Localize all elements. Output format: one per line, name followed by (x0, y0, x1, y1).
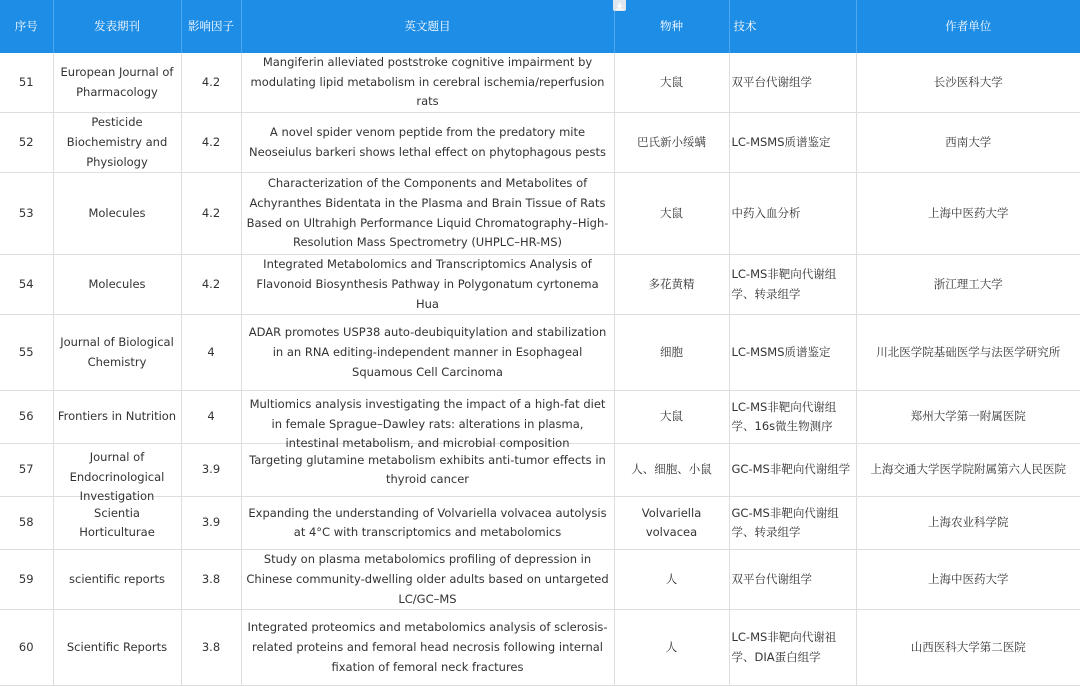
cell-index: 53 (0, 173, 53, 255)
cell-impact: 4.2 (181, 113, 241, 173)
header-title: 英文题目 (241, 0, 614, 53)
header-affiliation: 作者单位 (856, 0, 1080, 53)
cell-title: Characterization of the Components and Metabolites of Achyranthes Bidentata in the Plasma and Brain Tissue of Rats Based on Ultrahigh Performance Liquid Chromatography–High-Resolution Mass Spectrometry (UHPLC–HR-MS) (241, 173, 614, 255)
cell-species: Volvariella volvacea (614, 497, 729, 550)
table-row (0, 315, 1080, 391)
download-arrow-icon (615, 2, 624, 10)
cell-species: 人、细胞、小鼠 (614, 444, 729, 497)
cell-journal: European Journal of Pharmacology (53, 53, 181, 113)
cell-impact: 3.8 (181, 550, 241, 610)
header-impact: 影响因子 (181, 0, 241, 53)
cell-index: 57 (0, 444, 53, 497)
header-species: 物种 (614, 0, 729, 53)
table-row (0, 391, 1080, 444)
cell-species: 细胞 (614, 315, 729, 391)
cell-affiliation: 川北医学院基础医学与法医学研究所 (856, 315, 1080, 391)
header-journal: 发表期刊 (53, 0, 181, 53)
cell-title: Study on plasma metabolomics profiling of depression in Chinese community-dwelling older adults based on untargeted LC/GC–MS (241, 550, 614, 610)
cell-affiliation: 西南大学 (856, 113, 1080, 173)
table-row (0, 444, 1080, 497)
cell-affiliation: 浙江理工大学 (856, 255, 1080, 315)
cell-species: 大鼠 (614, 173, 729, 255)
cell-impact: 3.9 (181, 497, 241, 550)
cell-tech: LC-MSMS质谱鉴定 (729, 315, 856, 391)
cell-journal: Pesticide Biochemistry and Physiology (53, 113, 181, 173)
cell-journal: Molecules (53, 173, 181, 255)
cell-species: 大鼠 (614, 391, 729, 444)
cell-title: ADAR promotes USP38 auto-deubiquitylation and stabilization in an RNA editing-independent manner in Esophageal Squamous Cell Carcinoma (241, 315, 614, 391)
cell-title: Multiomics analysis investigating the impact of a high-fat diet in female Sprague–Dawley rats: alterations in plasma, intestinal metabolism, and microbial composition (249, 396, 606, 451)
table-row (0, 610, 1080, 686)
cell-title: Integrated Metabolomics and Transcriptomics Analysis of Flavonoid Biosynthesis Pathway in Polygonatum cyrtonema Hua (241, 255, 614, 315)
cell-index: 55 (0, 315, 53, 391)
cell-index: 59 (0, 550, 53, 610)
cell-title: Expanding the understanding of Volvariella volvacea autolysis at 4°C with transcriptomics and metabolomics (241, 497, 614, 550)
cell-tech: LC-MS非靶向代谢组学、转录组学 (729, 255, 856, 315)
table-row (0, 53, 1080, 113)
cell-impact: 4.2 (181, 255, 241, 315)
cell-index: 56 (0, 391, 53, 444)
cell-journal: Scientific Reports (53, 610, 181, 686)
cell-affiliation: 上海交通大学医学院附属第六人民医院 (856, 444, 1080, 497)
cell-species: 人 (614, 610, 729, 686)
table-row (0, 113, 1080, 173)
cell-affiliation: 上海中医药大学 (856, 550, 1080, 610)
cell-impact: 4 (181, 391, 241, 444)
cell-impact: 4.2 (181, 53, 241, 113)
header-tech: 技术 (729, 0, 856, 53)
scroll-handle[interactable] (613, 0, 626, 11)
cell-affiliation: 长沙医科大学 (856, 53, 1080, 113)
cell-title: Integrated proteomics and metabolomics analysis of sclerosis-related proteins and femoral head necrosis following internal fixation of femoral neck fractures (241, 610, 614, 686)
table-row (0, 550, 1080, 610)
cell-impact: 4 (181, 315, 241, 391)
cell-species: 多花黄精 (614, 255, 729, 315)
cell-journal: Scientia Horticulturae (53, 497, 181, 550)
cell-tech: LC-MS非靶向代谢祖学、DIA蛋白组学 (729, 610, 856, 686)
cell-tech: GC-MS非靶向代谢组学 (729, 444, 856, 497)
cell-index: 54 (0, 255, 53, 315)
cell-tech: 双平台代谢组学 (729, 550, 856, 610)
cell-index: 51 (0, 53, 53, 113)
table-row (0, 255, 1080, 315)
cell-species: 巴氏新小绥螨 (614, 113, 729, 173)
cell-title: Targeting glutamine metabolism exhibits anti-tumor effects in thyroid cancer (241, 444, 614, 497)
cell-impact: 4.2 (181, 173, 241, 255)
cell-impact: 3.9 (181, 444, 241, 497)
cell-affiliation: 上海中医药大学 (856, 173, 1080, 255)
cell-index: 58 (0, 497, 53, 550)
header-row (0, 0, 1080, 53)
cell-tech: LC-MS非靶向代谢组学、16s微生物测序 (729, 391, 856, 444)
cell-species: 人 (614, 550, 729, 610)
cell-affiliation: 上海农业科学院 (856, 497, 1080, 550)
cell-tech: GC-MS非靶向代谢组学、转录组学 (729, 497, 856, 550)
cell-impact: 3.8 (181, 610, 241, 686)
cell-title: A novel spider venom peptide from the predatory mite Neoseiulus barkeri shows lethal effect on phytophagous pests (241, 113, 614, 173)
cell-tech: LC-MSMS质谱鉴定 (729, 113, 856, 173)
table-row (0, 173, 1080, 255)
cell-journal: Journal of Endocrinological Investigation (69, 449, 165, 504)
cell-affiliation: 郑州大学第一附属医院 (856, 391, 1080, 444)
cell-index: 52 (0, 113, 53, 173)
cell-tech: 双平台代谢组学 (729, 53, 856, 113)
cell-index: 60 (0, 610, 53, 686)
header-index: 序号 (0, 0, 53, 53)
cell-title: Mangiferin alleviated poststroke cognitive impairment by modulating lipid metabolism in cerebral ischemia/reperfusion rats (241, 53, 614, 113)
cell-journal: Journal of Biological Chemistry (53, 315, 181, 391)
table-row (0, 497, 1080, 550)
cell-journal: Molecules (53, 255, 181, 315)
cell-journal: Frontiers in Nutrition (53, 391, 181, 444)
cell-species: 大鼠 (614, 53, 729, 113)
cell-tech: 中药入血分析 (729, 173, 856, 255)
cell-affiliation: 山西医科大学第二医院 (856, 610, 1080, 686)
cell-journal: scientific reports (53, 550, 181, 610)
